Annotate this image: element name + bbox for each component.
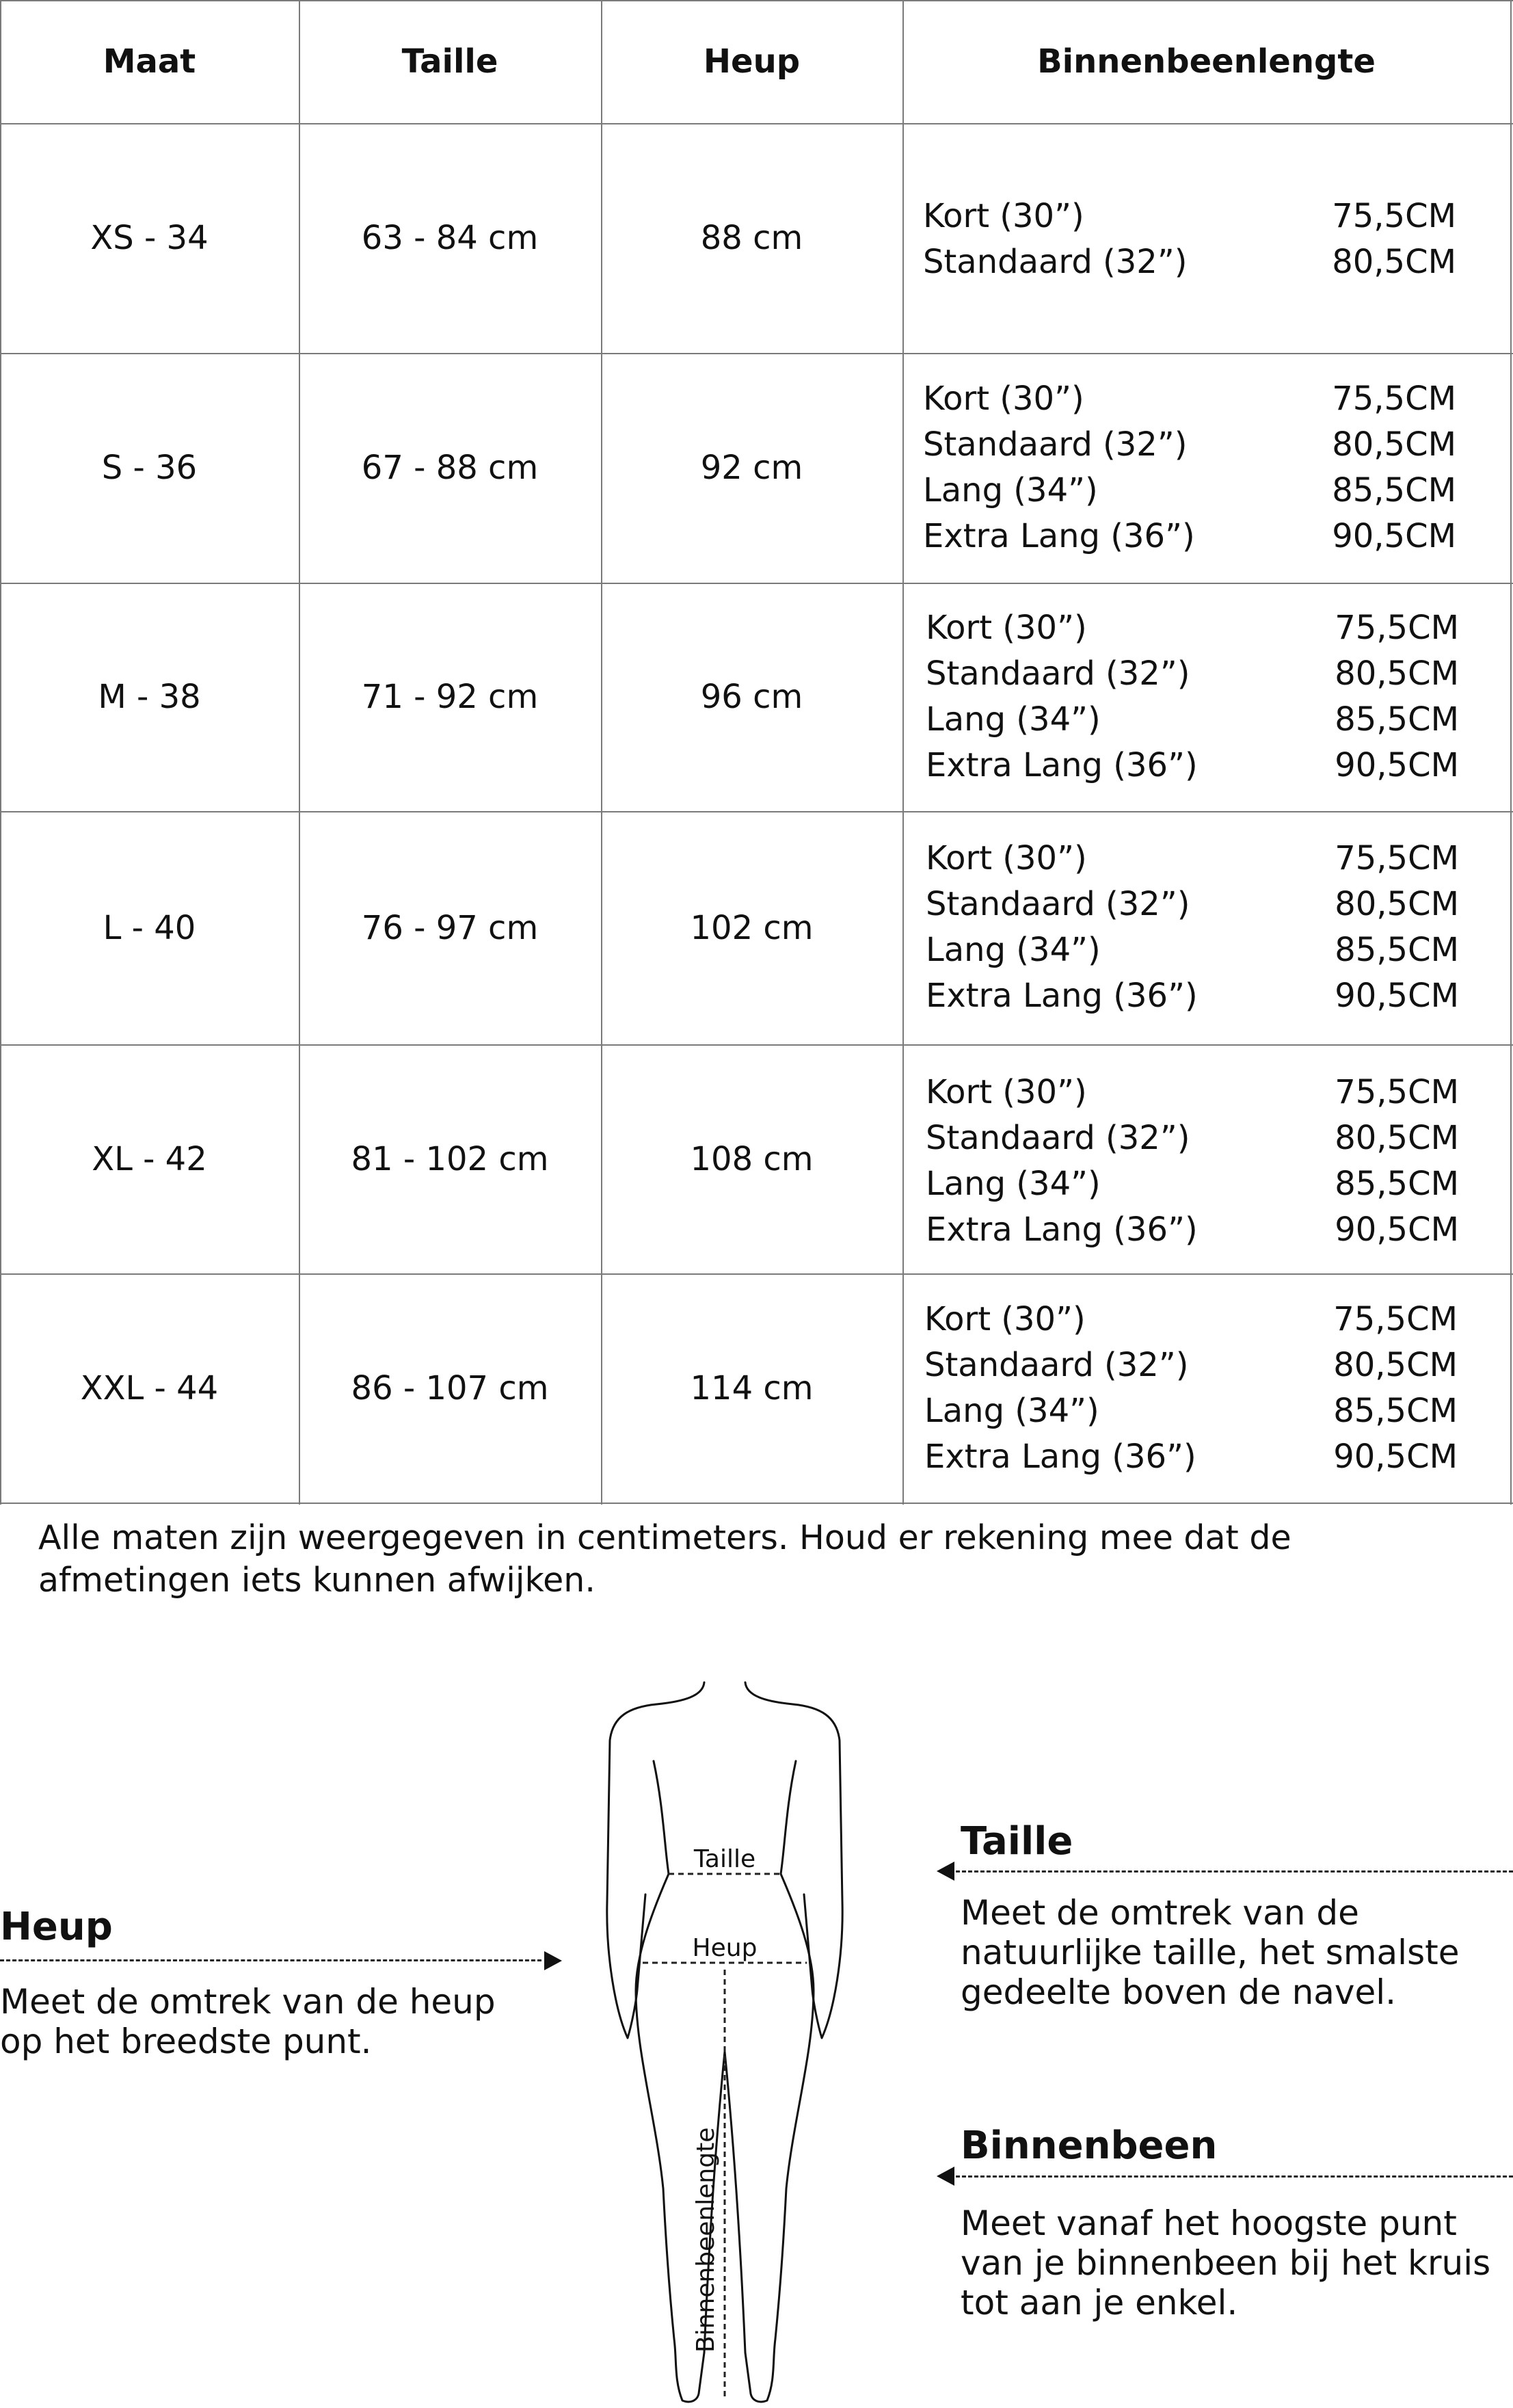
header-waist: Taille xyxy=(401,42,498,81)
inseam-label: Kort (30”) xyxy=(924,1300,1086,1338)
inseam-row xyxy=(926,1207,1459,1253)
inseam-value: 75,5CM xyxy=(1332,197,1456,235)
inseam-row xyxy=(923,376,1456,422)
inseam-label: Standaard (32”) xyxy=(926,1119,1190,1157)
inseam-row xyxy=(923,422,1456,468)
arrow-right-icon xyxy=(544,1951,562,1970)
inseam-instructions: Meet vanaf het hoogste punt van je binnenbeen bij het kruis tot aan je enkel. xyxy=(961,2204,1491,2323)
inseam-label: Standaard (32”) xyxy=(923,243,1188,281)
inseam-label: Lang (34”) xyxy=(926,931,1101,969)
inseam-row xyxy=(924,1434,1458,1480)
inseam-label: Extra Lang (36”) xyxy=(924,1438,1196,1476)
inseam-row xyxy=(923,194,1456,239)
inseam-value: 85,5CM xyxy=(1335,931,1459,969)
inseam-row xyxy=(926,605,1459,651)
figure-label-hip: Heup xyxy=(692,1934,758,1962)
inseam-list xyxy=(926,1070,1459,1253)
header-size: Maat xyxy=(103,42,196,81)
measurement-note: Alle maten zijn weergegeven in centimeters. Houd er rekening mee dat de afmetingen iets kunnen afwijken. xyxy=(38,1518,1291,1600)
table-cell-waist: 76 - 97 cm xyxy=(361,908,539,947)
inseam-label: Kort (30”) xyxy=(923,380,1084,418)
inseam-list xyxy=(926,605,1459,789)
inseam-label: Kort (30”) xyxy=(926,609,1087,647)
inseam-label: Extra Lang (36”) xyxy=(926,746,1198,784)
table-cell-size: S - 36 xyxy=(101,449,198,487)
inseam-row xyxy=(926,1070,1459,1115)
inseam-value: 90,5CM xyxy=(1335,1210,1459,1249)
inseam-value: 85,5CM xyxy=(1333,1392,1458,1430)
inseam-row xyxy=(926,743,1459,789)
inseam-row xyxy=(926,882,1459,927)
inseam-row xyxy=(926,1115,1459,1161)
table-cell-waist: 81 - 102 cm xyxy=(351,1139,549,1178)
figure-label-waist: Taille xyxy=(693,1845,756,1873)
inseam-row xyxy=(926,973,1459,1019)
waist-pointer-line xyxy=(956,1870,1513,1873)
inseam-row xyxy=(923,239,1456,285)
table-cell-hip: 108 cm xyxy=(690,1139,814,1178)
inseam-value: 75,5CM xyxy=(1335,609,1459,647)
hip-instructions: Meet de omtrek van de heup op het breedste punt. xyxy=(0,1982,496,2061)
hip-title: Heup xyxy=(0,1905,113,1949)
inseam-row xyxy=(923,468,1456,514)
table-cell-hip: 102 cm xyxy=(690,908,814,947)
inseam-label: Standaard (32”) xyxy=(926,654,1190,693)
table-cell-hip: 88 cm xyxy=(700,219,803,257)
inseam-label: Lang (34”) xyxy=(926,1165,1101,1203)
table-border-bottom xyxy=(0,1503,1513,1504)
header-inseam: Binnenbeenlengte xyxy=(1037,42,1376,81)
table-cell-size: XL - 42 xyxy=(92,1139,207,1178)
inseam-value: 90,5CM xyxy=(1333,1438,1458,1476)
inseam-label: Standaard (32”) xyxy=(924,1346,1189,1384)
inseam-value: 80,5CM xyxy=(1332,243,1456,281)
table-cell-size: XS - 34 xyxy=(90,219,209,257)
table-cell-waist: 71 - 92 cm xyxy=(361,678,539,716)
figure-label-inseam: Binnenbeenlengte xyxy=(692,2127,720,2353)
inseam-row xyxy=(924,1297,1458,1342)
inseam-value: 80,5CM xyxy=(1335,1119,1459,1157)
inseam-label: Lang (34”) xyxy=(923,471,1098,510)
inseam-row xyxy=(926,651,1459,697)
body-silhouette xyxy=(588,1669,861,2407)
inseam-list xyxy=(923,194,1456,285)
inseam-label: Lang (34”) xyxy=(924,1392,1099,1430)
inseam-value: 90,5CM xyxy=(1332,517,1456,555)
arrow-left-icon xyxy=(937,2167,954,2186)
inseam-value: 75,5CM xyxy=(1335,839,1459,877)
inseam-value: 75,5CM xyxy=(1335,1073,1459,1111)
inseam-value: 90,5CM xyxy=(1335,746,1459,784)
table-cell-waist: 86 - 107 cm xyxy=(351,1368,549,1407)
inseam-value: 75,5CM xyxy=(1332,380,1456,418)
table-cell-size: L - 40 xyxy=(103,908,196,947)
inseam-value: 90,5CM xyxy=(1335,977,1459,1015)
table-cell-size: XXL - 44 xyxy=(80,1368,219,1407)
inseam-label: Standaard (32”) xyxy=(923,425,1188,464)
inseam-label: Kort (30”) xyxy=(926,839,1087,877)
inseam-label: Kort (30”) xyxy=(923,197,1084,235)
inseam-value: 85,5CM xyxy=(1335,1165,1459,1203)
arrow-left-icon xyxy=(937,1862,954,1881)
inseam-row xyxy=(923,514,1456,559)
waist-title: Taille xyxy=(961,1819,1073,1864)
inseam-pointer-line xyxy=(956,2175,1513,2178)
inseam-row xyxy=(926,927,1459,973)
inseam-title: Binnenbeen xyxy=(961,2123,1218,2168)
inseam-row xyxy=(924,1342,1458,1388)
table-cell-waist: 67 - 88 cm xyxy=(361,449,539,487)
column-divider xyxy=(902,0,904,1505)
table-border-right xyxy=(1510,0,1512,1505)
inseam-row xyxy=(926,697,1459,743)
header-hip: Heup xyxy=(703,42,801,81)
inseam-list xyxy=(924,1297,1458,1480)
inseam-value: 85,5CM xyxy=(1332,471,1456,510)
waist-instructions: Meet de omtrek van de natuurlijke taille, het smalste gedeelte boven de navel. xyxy=(961,1893,1460,2012)
table-cell-size: M - 38 xyxy=(98,678,201,716)
inseam-label: Kort (30”) xyxy=(926,1073,1087,1111)
inseam-value: 80,5CM xyxy=(1335,654,1459,693)
inseam-value: 80,5CM xyxy=(1335,885,1459,923)
table-cell-hip: 114 cm xyxy=(690,1368,814,1407)
inseam-row xyxy=(926,1161,1459,1207)
inseam-label: Extra Lang (36”) xyxy=(923,517,1195,555)
inseam-value: 80,5CM xyxy=(1332,425,1456,464)
inseam-value: 75,5CM xyxy=(1333,1300,1458,1338)
table-cell-hip: 96 cm xyxy=(700,678,803,716)
inseam-row xyxy=(924,1388,1458,1434)
inseam-list xyxy=(923,376,1456,559)
table-cell-waist: 63 - 84 cm xyxy=(361,219,539,257)
inseam-value: 80,5CM xyxy=(1333,1346,1458,1384)
hip-pointer-line xyxy=(0,1959,541,1961)
inseam-list xyxy=(926,836,1459,1019)
inseam-label: Extra Lang (36”) xyxy=(926,1210,1198,1249)
table-cell-hip: 92 cm xyxy=(700,449,803,487)
inseam-value: 85,5CM xyxy=(1335,700,1459,739)
inseam-label: Standaard (32”) xyxy=(926,885,1190,923)
inseam-row xyxy=(926,836,1459,882)
inseam-label: Extra Lang (36”) xyxy=(926,977,1198,1015)
inseam-label: Lang (34”) xyxy=(926,700,1101,739)
